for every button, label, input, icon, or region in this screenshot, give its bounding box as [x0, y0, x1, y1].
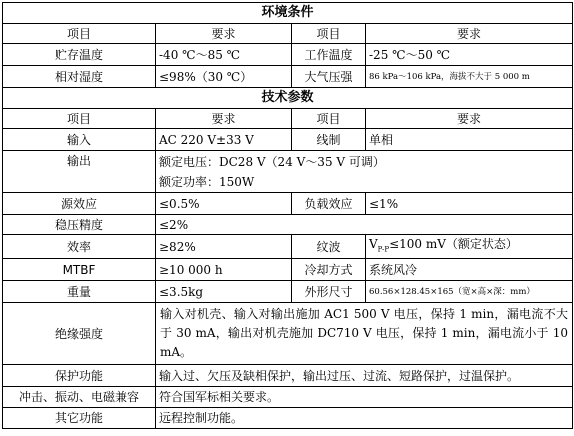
insulation-label: 绝缘强度: [3, 303, 156, 365]
output-label: 输出: [3, 151, 156, 193]
operating-temp-label: 工作温度: [292, 44, 366, 66]
ripple-symbol: V: [369, 236, 378, 251]
ripple-limit: ≤100 mV（额定状态）: [389, 236, 518, 251]
spec-sheet: [2, 2, 572, 429]
operating-temp-value: -25 ℃～50 ℃: [366, 44, 573, 66]
output-value: [156, 151, 573, 193]
storage-temp-label: 贮存温度: [3, 44, 156, 66]
tech-header-requirement: 要求: [156, 109, 292, 129]
ripple-subscript: P-P: [377, 245, 390, 254]
humidity-label: 相对湿度: [3, 66, 156, 88]
pressure-value: 86 kPa～106 kPa，海拔不大于 5 000 m: [366, 66, 573, 88]
ripple-label: 纹波: [292, 235, 366, 259]
other-functions-value: 远程控制功能。: [156, 408, 573, 429]
tech-header-requirement-2: 要求: [366, 109, 573, 129]
source-effect-label: 源效应: [3, 193, 156, 215]
dimensions-value: 60.56×128.45×165（宽×高×深：mm）: [366, 281, 573, 303]
phase-label: 线制: [292, 129, 366, 151]
regulation-value: ≤2%: [156, 215, 573, 235]
spec-table: [2, 2, 573, 429]
pressure-label: 大气压强: [292, 66, 366, 88]
regulation-label: 稳压精度: [3, 215, 156, 235]
storage-temp-value: -40 ℃～85 ℃: [156, 44, 292, 66]
mtbf-label: MTBF: [3, 259, 156, 281]
cooling-label: 冷却方式: [292, 259, 366, 281]
tech-section-title: 技术参数: [3, 88, 573, 109]
weight-label: 重量: [3, 281, 156, 303]
emc-value: 符合国军标相关要求。: [156, 387, 573, 408]
env-header-requirement: 要求: [156, 24, 292, 44]
protection-value: 输入过、欠压及缺相保护，输出过压、过流、短路保护，过温保护。: [156, 365, 573, 387]
input-value: AC 220 V±33 V: [156, 129, 292, 151]
other-functions-label: 其它功能: [3, 408, 156, 429]
tech-header-item-2: 项目: [292, 109, 366, 129]
insulation-value: 输入对机壳、输入对输出施加 AC1 500 V 电压，保持 1 min，漏电流不大于 30 mA，输出对机壳施加 DC710 V 电压，保持 1 min，漏电流小于 10 mA。: [156, 303, 573, 365]
cooling-value: 系统风冷: [366, 259, 573, 281]
protection-label: 保护功能: [3, 365, 156, 387]
efficiency-value: ≥82%: [156, 235, 292, 259]
weight-value: ≤3.5kg: [156, 281, 292, 303]
phase-value: 单相: [366, 129, 573, 151]
load-effect-value: ≤1%: [366, 193, 573, 215]
env-header-requirement-2: 要求: [366, 24, 573, 44]
dimensions-label: 外形尺寸: [292, 281, 366, 303]
env-header-item-2: 项目: [292, 24, 366, 44]
source-effect-value: ≤0.5%: [156, 193, 292, 215]
output-rated-voltage: 额定电压：DC28 V（24 V～35 V 可调）: [159, 154, 385, 169]
humidity-value: ≤98%（30 ℃）: [156, 66, 292, 88]
tech-header-item: 项目: [3, 109, 156, 129]
env-header-item: 项目: [3, 24, 156, 44]
ripple-value: [366, 235, 573, 259]
load-effect-label: 负载效应: [292, 193, 366, 215]
emc-label: 冲击、振动、电磁兼容: [3, 387, 156, 408]
mtbf-value: ≥10 000 h: [156, 259, 292, 281]
output-rated-power: 额定功率：150W: [159, 174, 255, 189]
env-section-title: 环境条件: [3, 3, 573, 24]
input-label: 输入: [3, 129, 156, 151]
efficiency-label: 效率: [3, 235, 156, 259]
